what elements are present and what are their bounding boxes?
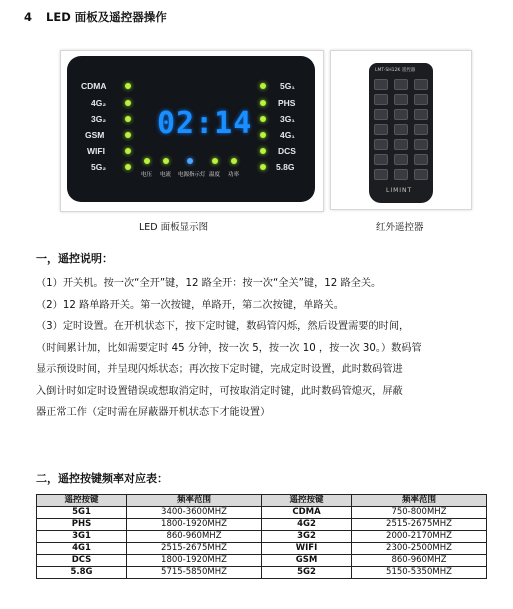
- led-indicator: [125, 116, 131, 122]
- table-cell: PHS: [37, 519, 127, 531]
- remote-button: [414, 94, 428, 105]
- remote-button: [414, 109, 428, 120]
- table-cell: 1800-1920MHZ: [127, 555, 262, 567]
- table-cell: 2000-2170MHZ: [352, 531, 487, 543]
- table-cell: 5G2: [262, 567, 352, 579]
- table-cell: 3G2: [262, 531, 352, 543]
- remote-button: [414, 169, 428, 180]
- table-cell: 860-960MHZ: [352, 555, 487, 567]
- panel-label-right: 5.8G: [276, 162, 295, 172]
- bottom-label: 电源指示灯: [178, 172, 206, 178]
- remote-button: [374, 79, 388, 90]
- led-indicator: [163, 158, 169, 164]
- remote-button: [374, 109, 388, 120]
- table-cell: 4G1: [37, 543, 127, 555]
- remote-button: [394, 154, 408, 165]
- table-row: [37, 531, 487, 543]
- table-cell: 5150-5350MHZ: [352, 567, 487, 579]
- remote-button: [414, 139, 428, 150]
- remote-button: [374, 169, 388, 180]
- table-header: 遥控按键: [262, 495, 352, 507]
- panel-label-left: 4G₂: [91, 98, 107, 108]
- section-title-remote: 一，遥控说明：: [36, 252, 113, 265]
- table-cell: DCS: [37, 555, 127, 567]
- instructions: [36, 273, 488, 424]
- led-indicator: [260, 132, 266, 138]
- bottom-label: 电压: [141, 172, 153, 178]
- panel-label-right: DCS: [278, 146, 296, 156]
- table-cell: 860-960MHZ: [127, 531, 262, 543]
- remote-button: [374, 154, 388, 165]
- table-cell: GSM: [262, 555, 352, 567]
- table-cell: 1800-1920MHZ: [127, 519, 262, 531]
- remote-button: [394, 109, 408, 120]
- instruction-line: 器正常工作（定时需在屏蔽器开机状态下才能设置）: [36, 407, 271, 418]
- led-indicator: [260, 164, 266, 170]
- bottom-label: 电流: [160, 172, 172, 178]
- table-cell: 2515-2675MHZ: [352, 519, 487, 531]
- table-cell: 5.8G: [37, 567, 127, 579]
- table-row: [37, 567, 487, 579]
- remote-button: [394, 79, 408, 90]
- remote-figure: [330, 50, 472, 210]
- led-indicator: [260, 100, 266, 106]
- remote-brand: LIMINT: [386, 187, 413, 194]
- remote-button: [394, 139, 408, 150]
- table-header-row: [37, 495, 487, 507]
- bottom-label: 功率: [228, 172, 240, 178]
- table-header: 频率范围: [127, 495, 262, 507]
- led-indicator: [260, 116, 266, 122]
- led-indicator: [125, 83, 131, 89]
- remote-button: [374, 124, 388, 135]
- led-indicator: [212, 158, 218, 164]
- remote-button: [374, 139, 388, 150]
- table-cell: WIFI: [262, 543, 352, 555]
- panel-label-left: 3G₂: [91, 114, 107, 124]
- table-cell: 3G1: [37, 531, 127, 543]
- instruction-line: （1）开关机。按一次“全开”键，12 路全开：按一次“全关”键，12 路全关。: [36, 278, 382, 289]
- bottom-label: 温度: [209, 172, 221, 178]
- table-cell: 3400-3600MHZ: [127, 507, 262, 519]
- table-cell: 5715-5850MHZ: [127, 567, 262, 579]
- table-cell: 2515-2675MHZ: [127, 543, 262, 555]
- led-indicator: [260, 148, 266, 154]
- table-cell: 750-800MHZ: [352, 507, 487, 519]
- instruction-line: 显示预设时间，并呈现闪烁状态；再次按下定时键，完成定时设置，此时数码管进: [36, 364, 403, 375]
- panel-label-left: 5G₂: [91, 162, 107, 172]
- remote-button: [394, 94, 408, 105]
- panel-label-right: PHS: [278, 98, 296, 108]
- led-indicator: [125, 148, 131, 154]
- remote-button: [394, 169, 408, 180]
- section-title: LED 面板及遥控器操作: [46, 10, 167, 24]
- caption-remote: 红外遥控器: [376, 222, 424, 233]
- remote-control: [369, 63, 433, 203]
- table-cell: 4G2: [262, 519, 352, 531]
- led-indicator: [125, 164, 131, 170]
- table-row: [37, 507, 487, 519]
- remote-button: [374, 94, 388, 105]
- table-header: 遥控按键: [37, 495, 127, 507]
- table-row: [37, 543, 487, 555]
- caption-panel: LED 面板显示图: [139, 222, 209, 233]
- panel-label-right: 3G₁: [280, 114, 295, 124]
- frequency-table: [36, 494, 487, 579]
- instruction-line: 入倒计时如定时设置错误或想取消定时，可按取消定时键，此时数码管熄灭，屏蔽: [36, 385, 403, 397]
- remote-button: [414, 79, 428, 90]
- panel-label-left: GSM: [85, 130, 105, 140]
- led-indicator: [231, 158, 237, 164]
- led-indicator: [125, 132, 131, 138]
- remote-button: [414, 124, 428, 135]
- power-indicator: [187, 158, 193, 164]
- led-panel: [67, 56, 315, 202]
- table-header: 频率范围: [352, 495, 487, 507]
- panel-label-left: CDMA: [81, 81, 107, 91]
- section-title-table: 二，遥控按键频率对应表：: [36, 472, 168, 485]
- panel-label-right: 4G₁: [280, 130, 295, 140]
- led-indicator: [260, 83, 266, 89]
- table-row: [37, 555, 487, 567]
- remote-button: [414, 154, 428, 165]
- led-indicator: [125, 100, 131, 106]
- instruction-line: （3）定时设置。在开机状态下，按下定时键，数码管闪烁，然后设置需要的时间，: [36, 321, 410, 332]
- remote-button: [394, 124, 408, 135]
- digital-display: 02:14: [157, 106, 253, 141]
- led-indicator: [144, 158, 150, 164]
- instruction-line: （时间累计加，比如需要定时 45 分钟，按一次 5，按一次 10 ，按一次 30。）数码管: [36, 342, 422, 354]
- table-row: [37, 519, 487, 531]
- led-panel-figure: [60, 50, 324, 212]
- panel-label-right: 5G₁: [280, 81, 295, 91]
- section-heading: [24, 9, 167, 25]
- table-cell: CDMA: [262, 507, 352, 519]
- remote-model-text: LMT-SH12K 遥控器: [375, 68, 416, 73]
- table-cell: 2300-2500MHZ: [352, 543, 487, 555]
- table-cell: 5G1: [37, 507, 127, 519]
- panel-label-left: WIFI: [87, 146, 105, 156]
- instruction-line: （2）12 路单路开关。第一次按键，单路开，第二次按键，单路关。: [36, 299, 344, 311]
- section-number: 4: [24, 10, 33, 24]
